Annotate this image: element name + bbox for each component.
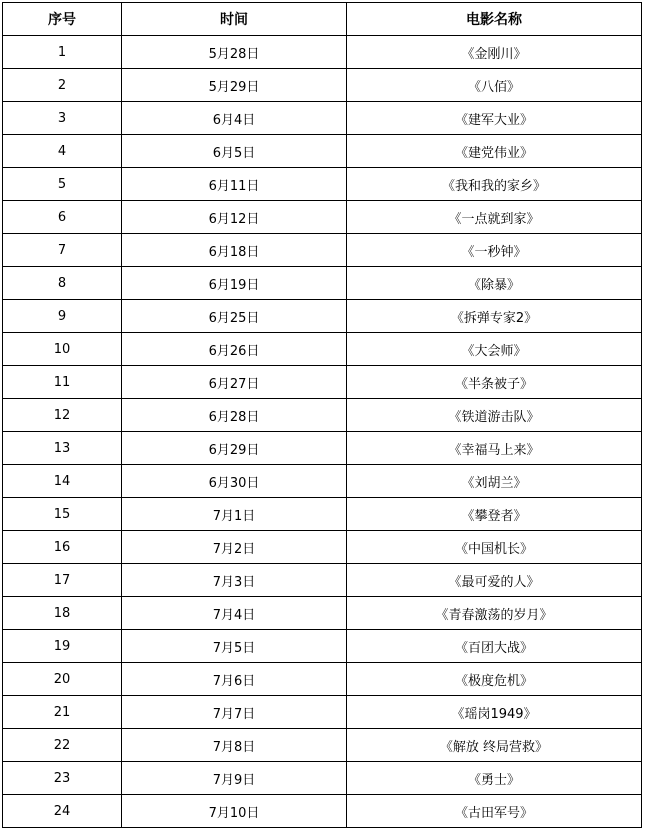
table-row <box>3 102 642 135</box>
row-index-cell: 5 <box>3 168 122 201</box>
row-date-cell: 7月2日 <box>122 531 347 564</box>
row-title-cell: 《勇士》 <box>347 762 642 795</box>
row-index-cell: 12 <box>3 399 122 432</box>
table-row <box>3 663 642 696</box>
row-date-cell: 6月27日 <box>122 366 347 399</box>
table-row <box>3 762 642 795</box>
row-index-cell: 19 <box>3 630 122 663</box>
table-row <box>3 399 642 432</box>
table-row <box>3 366 642 399</box>
row-date-cell: 7月10日 <box>122 795 347 828</box>
row-date-cell: 7月6日 <box>122 663 347 696</box>
row-date-cell: 5月28日 <box>122 36 347 69</box>
row-index-cell: 1 <box>3 36 122 69</box>
row-index-cell: 24 <box>3 795 122 828</box>
row-index-cell: 11 <box>3 366 122 399</box>
row-title-cell: 《中国机长》 <box>347 531 642 564</box>
row-index-cell: 13 <box>3 432 122 465</box>
row-title-cell: 《极度危机》 <box>347 663 642 696</box>
row-index-cell: 17 <box>3 564 122 597</box>
table-body <box>3 36 642 828</box>
header-title: 电影名称 <box>347 3 642 36</box>
row-title-cell: 《拆弹专家2》 <box>347 300 642 333</box>
row-date-cell: 6月25日 <box>122 300 347 333</box>
row-date-cell: 6月5日 <box>122 135 347 168</box>
row-title-cell: 《攀登者》 <box>347 498 642 531</box>
row-index-cell: 15 <box>3 498 122 531</box>
row-title-cell: 《一秒钟》 <box>347 234 642 267</box>
row-date-cell: 7月4日 <box>122 597 347 630</box>
row-index-cell: 8 <box>3 267 122 300</box>
table-row <box>3 531 642 564</box>
table-row <box>3 69 642 102</box>
row-index-cell: 3 <box>3 102 122 135</box>
movie-schedule-table <box>2 2 642 828</box>
row-title-cell: 《瑶岗1949》 <box>347 696 642 729</box>
table-row <box>3 696 642 729</box>
row-index-cell: 22 <box>3 729 122 762</box>
row-index-cell: 9 <box>3 300 122 333</box>
table-row <box>3 465 642 498</box>
row-date-cell: 6月29日 <box>122 432 347 465</box>
row-title-cell: 《铁道游击队》 <box>347 399 642 432</box>
row-title-cell: 《幸福马上来》 <box>347 432 642 465</box>
table-row <box>3 333 642 366</box>
row-title-cell: 《古田军号》 <box>347 795 642 828</box>
table-row <box>3 168 642 201</box>
table-row <box>3 564 642 597</box>
row-index-cell: 4 <box>3 135 122 168</box>
row-index-cell: 6 <box>3 201 122 234</box>
row-index-cell: 18 <box>3 597 122 630</box>
table-row <box>3 234 642 267</box>
table-row <box>3 729 642 762</box>
table-row <box>3 267 642 300</box>
table-row <box>3 432 642 465</box>
header-index: 序号 <box>3 3 122 36</box>
row-date-cell: 7月7日 <box>122 696 347 729</box>
row-index-cell: 23 <box>3 762 122 795</box>
row-title-cell: 《建军大业》 <box>347 102 642 135</box>
table-row <box>3 630 642 663</box>
row-date-cell: 7月3日 <box>122 564 347 597</box>
row-title-cell: 《大会师》 <box>347 333 642 366</box>
row-index-cell: 2 <box>3 69 122 102</box>
row-index-cell: 16 <box>3 531 122 564</box>
row-date-cell: 5月29日 <box>122 69 347 102</box>
row-title-cell: 《金刚川》 <box>347 36 642 69</box>
table-row <box>3 201 642 234</box>
table-row <box>3 300 642 333</box>
table-row <box>3 36 642 69</box>
row-index-cell: 7 <box>3 234 122 267</box>
row-title-cell: 《一点就到家》 <box>347 201 642 234</box>
row-date-cell: 6月4日 <box>122 102 347 135</box>
row-title-cell: 《除暴》 <box>347 267 642 300</box>
row-date-cell: 7月5日 <box>122 630 347 663</box>
row-date-cell: 6月19日 <box>122 267 347 300</box>
row-date-cell: 6月12日 <box>122 201 347 234</box>
table-row <box>3 597 642 630</box>
row-index-cell: 20 <box>3 663 122 696</box>
row-title-cell: 《刘胡兰》 <box>347 465 642 498</box>
table-row <box>3 795 642 828</box>
row-title-cell: 《半条被子》 <box>347 366 642 399</box>
row-index-cell: 14 <box>3 465 122 498</box>
row-title-cell: 《青春激荡的岁月》 <box>347 597 642 630</box>
row-date-cell: 7月1日 <box>122 498 347 531</box>
header-row <box>3 3 642 36</box>
row-index-cell: 10 <box>3 333 122 366</box>
row-title-cell: 《百团大战》 <box>347 630 642 663</box>
row-title-cell: 《我和我的家乡》 <box>347 168 642 201</box>
row-date-cell: 7月9日 <box>122 762 347 795</box>
row-date-cell: 6月30日 <box>122 465 347 498</box>
row-title-cell: 《八佰》 <box>347 69 642 102</box>
row-date-cell: 6月11日 <box>122 168 347 201</box>
table-row <box>3 498 642 531</box>
header-date: 时间 <box>122 3 347 36</box>
row-index-cell: 21 <box>3 696 122 729</box>
row-title-cell: 《建党伟业》 <box>347 135 642 168</box>
row-date-cell: 6月26日 <box>122 333 347 366</box>
row-date-cell: 6月18日 <box>122 234 347 267</box>
row-title-cell: 《解放 终局营救》 <box>347 729 642 762</box>
row-date-cell: 6月28日 <box>122 399 347 432</box>
table-row <box>3 135 642 168</box>
row-date-cell: 7月8日 <box>122 729 347 762</box>
row-title-cell: 《最可爱的人》 <box>347 564 642 597</box>
